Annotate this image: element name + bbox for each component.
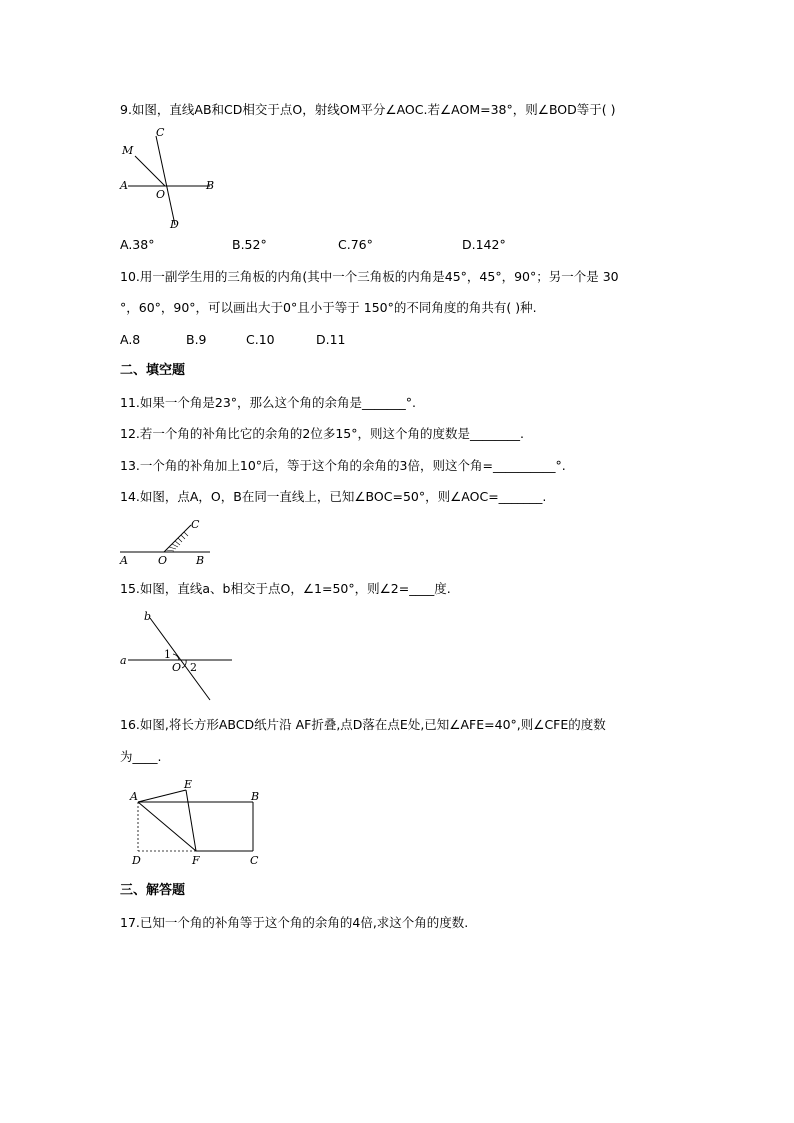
q9-label-o: O bbox=[156, 188, 166, 201]
q15-label-a: a bbox=[120, 654, 127, 667]
q9-label-d: D bbox=[170, 218, 179, 231]
q9-stem: 9.如图，直线AB和CD相交于点O，射线OM平分∠AOC.若∠AOM=38°，则∠BOD等于( ) bbox=[120, 102, 616, 117]
q15-stem: 15.如图，直线a、b相交于点O，∠1=50°，则∠2=____度. bbox=[120, 581, 451, 596]
q14-label-c: C bbox=[191, 518, 200, 531]
q16-edge-ef bbox=[186, 790, 196, 851]
q15-label-angle-1: 1 bbox=[164, 648, 171, 661]
q9-ray-om bbox=[135, 156, 165, 186]
q9-option-a[interactable]: A.38° bbox=[120, 237, 155, 252]
q17-stem: 17.已知一个角的补角等于这个角的余角的4倍,求这个角的度数. bbox=[120, 915, 469, 930]
q16-label-c: C bbox=[250, 854, 259, 867]
q16-figure bbox=[126, 778, 266, 868]
q14-label-a: A bbox=[120, 554, 128, 567]
q9-figure bbox=[118, 126, 228, 230]
q10-option-a[interactable]: A.8 bbox=[120, 332, 141, 347]
q13-stem: 13.一个角的补角加上10°后，等于这个角的余角的3倍，则这个角=__________°. bbox=[120, 458, 566, 473]
q9-option-c[interactable]: C.76° bbox=[338, 237, 373, 252]
q9-option-d[interactable]: D.142° bbox=[462, 237, 506, 252]
q16-label-d: D bbox=[132, 854, 141, 867]
q10-stem-line1: 10.用一副学生用的三角板的内角(其中一个三角板的内角是45°，45°，90°；另一个是 30 bbox=[120, 269, 619, 284]
section-solution-heading: 三、解答题 bbox=[120, 883, 186, 898]
q9-label-c: C bbox=[156, 126, 165, 139]
q16-fold-af bbox=[138, 802, 196, 851]
q15-label-o: O bbox=[172, 661, 182, 674]
q10-option-d[interactable]: D.11 bbox=[316, 332, 346, 347]
q14-label-b: B bbox=[196, 554, 205, 567]
q15-label-angle-2: 2 bbox=[190, 661, 197, 674]
q16-label-b: B bbox=[251, 790, 260, 803]
q16-label-a: A bbox=[130, 790, 138, 803]
q10-option-b[interactable]: B.9 bbox=[186, 332, 207, 347]
q14-stem: 14.如图，点A，O，B在同一直线上，已知∠BOC=50°，则∠AOC=_______. bbox=[120, 489, 547, 504]
q9-label-a: A bbox=[120, 179, 128, 192]
q15-line-b bbox=[150, 618, 210, 700]
q9-label-b: B bbox=[206, 179, 215, 192]
q16-stem-line1: 16.如图,将长方形ABCD纸片沿 AF折叠,点D落在点E处,已知∠AFE=40°,则∠CFE的度数 bbox=[120, 717, 606, 732]
q15-figure bbox=[118, 608, 238, 702]
q10-stem-line2: °，60°，90°，可以画出大于0°且小于等于 150°的不同角度的角共有( )种. bbox=[120, 300, 537, 315]
q9-label-m: M bbox=[122, 144, 134, 157]
q9-option-b[interactable]: B.52° bbox=[232, 237, 267, 252]
q16-stem-line2: 为____. bbox=[120, 749, 162, 764]
q12-stem: 12.若一个角的补角比它的余角的2位多15°，则这个角的度数是________. bbox=[120, 426, 524, 441]
q16-edge-ae bbox=[138, 790, 186, 802]
q15-label-b: b bbox=[144, 610, 152, 623]
q10-option-c[interactable]: C.10 bbox=[246, 332, 275, 347]
q16-label-e: E bbox=[184, 778, 193, 791]
section-fill-in-blanks-heading: 二、填空题 bbox=[120, 363, 186, 378]
q14-figure bbox=[118, 516, 218, 568]
q14-ray-oc bbox=[164, 525, 191, 552]
q16-label-f: F bbox=[192, 854, 200, 867]
q11-stem: 11.如果一个角是23°，那么这个角的余角是_______°. bbox=[120, 395, 417, 410]
q14-label-o: O bbox=[158, 554, 168, 567]
